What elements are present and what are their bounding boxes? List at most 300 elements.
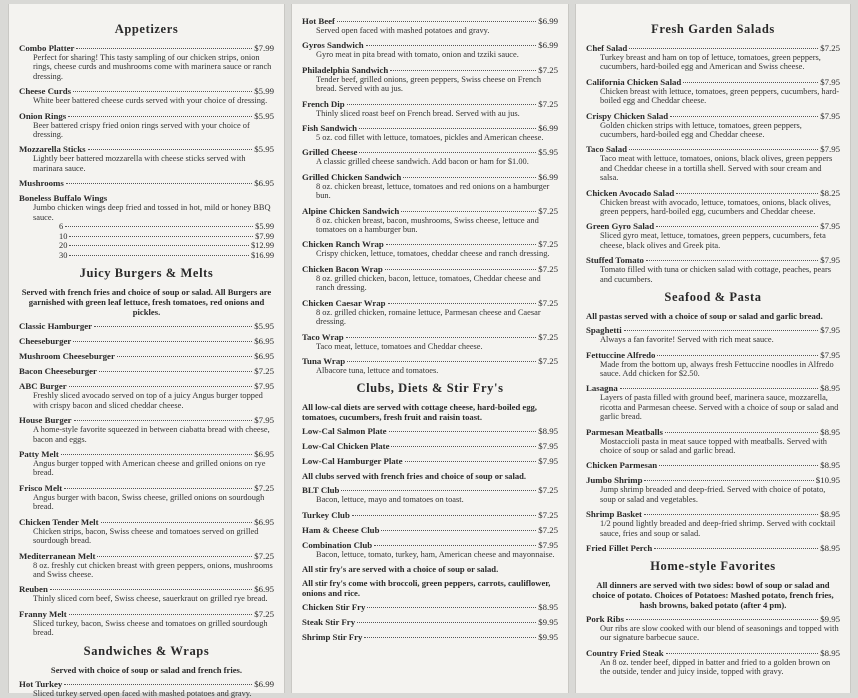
item-name: Taco Salad <box>586 144 627 155</box>
dot-leader <box>97 556 252 557</box>
menu-item-row <box>19 43 274 53</box>
dot-leader <box>624 330 819 331</box>
dot-leader <box>381 530 536 531</box>
dot-leader <box>69 255 249 256</box>
item-name: Mushroom Cheeseburger <box>19 351 115 362</box>
menu-item-row <box>302 441 558 451</box>
item-price: $5.95 <box>254 144 274 155</box>
menu-item <box>586 350 840 379</box>
wing-sizes <box>19 222 274 260</box>
section-note: Served with french fries and choice of soup or salad. All Burgers are garnished with green leaf lettuce, fresh tomatoes, red onions and pickles. <box>21 287 272 318</box>
section-title: Juicy Burgers & Melts <box>79 266 214 281</box>
menu-item <box>586 543 840 553</box>
item-price: $7.25 <box>538 509 558 520</box>
menu-item <box>586 221 840 250</box>
menu-item <box>302 65 558 94</box>
dot-leader <box>61 454 252 455</box>
item-name: Bacon Cheeseburger <box>19 366 97 377</box>
item-price: $8.25 <box>820 187 840 198</box>
menu-item <box>19 321 274 331</box>
menu-item-row <box>19 178 274 188</box>
item-name: Chicken Ranch Wrap <box>302 239 384 250</box>
dot-leader <box>665 432 818 433</box>
item-description: Chicken breast with lettuce, tomatoes, green peppers, cucumbers, hard-boiled egg and Cheddar cheese. <box>600 86 840 106</box>
item-name: Combination Club <box>302 539 373 550</box>
item-price: $7.25 <box>538 64 558 75</box>
dot-leader <box>390 70 536 71</box>
menu-item-row <box>586 475 840 485</box>
dot-leader <box>69 245 249 246</box>
item-description: Mostaccioli pasta in meat sauce topped with meatballs. Served with choice of soup or salad and garlic bread. <box>600 436 827 455</box>
menu-item <box>302 147 558 166</box>
item-description: Always a fan favorite! Served with rich meat sauce. <box>600 335 774 345</box>
menu-item-row <box>586 221 840 231</box>
item-description: Jumbo chicken wings deep fried and tossed in hot, mild or honey BBQ sauce. <box>33 203 271 222</box>
item-description: Bacon, lettuce, mayo and tomatoes on toast. <box>316 495 464 505</box>
item-description: Turkey breast and ham on top of lettuce, tomatoes, green peppers, cucumbers, hard-boiled egg and American and Swiss cheese. <box>600 53 821 72</box>
dot-leader <box>101 522 253 523</box>
item-description: 8 oz. freshly cut chicken breast with green peppers, onions, mushrooms and Swiss cheese. <box>33 560 273 579</box>
item-name: BLT Club <box>302 485 340 496</box>
section-title: Seafood & Pasta <box>664 290 762 305</box>
item-price: $7.25 <box>254 608 274 619</box>
item-name: Tuna Wrap <box>302 355 346 366</box>
item-description: Our ribs are slow cooked with our blend of seasonings and topped with our signature barbecue sauce. <box>600 623 839 643</box>
menu-item <box>586 43 840 72</box>
menu-item-row <box>586 460 840 470</box>
item-price: $7.25 <box>538 98 558 109</box>
item-price: $6.95 <box>254 336 274 347</box>
item-price: $7.25 <box>538 239 558 250</box>
menu-item <box>586 144 840 182</box>
item-name: Shrimp Stir Fry <box>302 632 363 643</box>
item-description: 8 oz. chicken breast, bacon, mushrooms, Swiss cheese, lettuce and tomatoes on a hamburger bun. <box>316 215 539 235</box>
item-name: Turkey Club <box>302 509 350 520</box>
menu-item <box>586 648 840 677</box>
item-price: $8.95 <box>820 647 840 658</box>
dot-leader <box>73 91 252 92</box>
item-name: Chicken Stir Fry <box>302 602 366 613</box>
item-name: Chef Salad <box>586 43 628 53</box>
menu-item <box>19 584 274 603</box>
item-description: Angus burger topped with American cheese and grilled onions on rye bread. <box>33 459 266 478</box>
item-name: Cheeseburger <box>19 336 72 347</box>
item-price: $9.95 <box>538 632 558 643</box>
menu-item-row <box>586 111 840 121</box>
item-name: Mozzarella Sticks <box>19 144 86 155</box>
section-title: Fresh Garden Salads <box>651 22 775 36</box>
menu-item-row <box>586 648 840 658</box>
menu-item-row <box>586 325 840 335</box>
menu-item-row <box>586 614 840 624</box>
item-description: 8 oz. grilled chicken, bacon, lettuce, tomatoes, Cheddar cheese and ranch dressing. <box>316 273 541 293</box>
menu-item <box>586 427 840 456</box>
section-note: All pastas served with a choice of soup or salad and garlic bread. <box>586 311 823 322</box>
dot-leader <box>337 21 536 22</box>
dot-leader <box>352 515 536 516</box>
item-name: Mediterranean Melt <box>19 550 96 561</box>
item-description: 8 oz. grilled chicken, romaine lettuce, Parmesan cheese and Caesar dressing. <box>316 307 541 327</box>
item-price: $7.95 <box>538 539 558 550</box>
wing-size-row <box>59 251 274 261</box>
item-price: $7.95 <box>254 415 274 426</box>
menu-item-row <box>19 517 274 527</box>
item-description: Crispy chicken, lettuce, tomatoes, cheddar cheese and ranch dressing. <box>316 249 550 259</box>
item-price: $7.25 <box>538 524 558 535</box>
item-name: Chicken Caesar Wrap <box>302 297 386 308</box>
item-price: $7.95 <box>820 349 840 360</box>
menu-item <box>302 264 558 293</box>
dot-leader <box>347 361 536 362</box>
item-price: $7.95 <box>820 144 840 155</box>
wing-size-row <box>59 232 274 242</box>
item-price: $6.95 <box>254 351 274 362</box>
item-description: Taco meat, lettuce, tomatoes and Cheddar cheese. <box>316 341 483 351</box>
item-price: $6.99 <box>538 123 558 134</box>
item-price: $8.95 <box>538 602 558 613</box>
item-name: Philadelphia Sandwich <box>302 64 389 75</box>
item-description: 8 oz. chicken breast, lettuce, tomatoes and red onions on a hamburger bun. <box>316 181 550 201</box>
section-note: All stir fry's come with broccoli, green peppers, carrots, cauliflower, onions and rice. <box>302 578 551 599</box>
item-name: Frisco Melt <box>19 482 63 493</box>
menu-item <box>19 144 274 173</box>
item-name: Reuben <box>19 584 48 595</box>
menu-item <box>302 525 558 535</box>
wing-price: $7.99 <box>255 231 274 241</box>
wing-price: $16.99 <box>250 250 274 260</box>
dot-leader <box>88 149 253 150</box>
item-price: $7.25 <box>538 263 558 274</box>
menu-item-row <box>302 239 558 249</box>
menu-item <box>302 632 558 642</box>
menu-item-row <box>19 449 274 459</box>
dot-leader <box>683 82 818 83</box>
item-name: Boneless Buffalo Wings <box>19 193 108 204</box>
menu-item <box>302 332 558 351</box>
item-name: Combo Platter <box>19 43 75 53</box>
dot-leader <box>68 116 252 117</box>
item-name: Shrimp Basket <box>586 509 642 520</box>
item-description: Taco meat with lettuce, tomatoes, onions, black olives, green peppers and Cheddar cheese in a tortilla shell. Served with sour cream and salsa. <box>600 154 833 183</box>
item-price: $6.95 <box>254 516 274 527</box>
menu-item <box>19 193 274 260</box>
item-name: Steak Stir Fry <box>302 617 356 628</box>
item-name: Hot Beef <box>302 16 335 26</box>
item-description: Chicken strips, bacon, Swiss cheese and tomatoes served on grilled sourdough bread. <box>33 526 259 546</box>
section-note: All dinners are served with two sides: bowl of soup or salad and choice of potato. Choices of Potatoes: Mashed potato, french fries, hash browns, baked potato (after 4 pm). <box>592 579 834 610</box>
menu-item-row <box>19 336 274 346</box>
item-name: Low-Cal Salmon Plate <box>302 426 387 437</box>
menu-item-row <box>302 65 558 75</box>
menu-item-row <box>302 485 558 495</box>
item-name: Stuffed Tomato <box>586 255 644 266</box>
item-name: Onion Rings <box>19 110 67 121</box>
menu-item-row <box>19 144 274 154</box>
menu-item <box>19 43 274 81</box>
menu-item-row <box>19 321 274 331</box>
dot-leader <box>366 45 537 46</box>
item-price: $9.95 <box>820 613 840 624</box>
item-description: Albacore tuna, lettuce and tomatoes. <box>316 365 439 375</box>
wing-qty: 20 <box>59 241 68 251</box>
menu-item <box>302 510 558 520</box>
menu-item-row <box>586 144 840 154</box>
dot-leader <box>359 152 536 153</box>
menu-item-row <box>302 456 558 466</box>
dot-leader <box>347 104 537 105</box>
menu-item-row <box>19 111 274 121</box>
menu-item-row <box>19 86 274 96</box>
menu-item-row <box>19 415 274 425</box>
menu-item-row <box>586 383 840 393</box>
section-note: Served with choice of soup or salad and french fries. <box>50 664 243 675</box>
menu-panel-right <box>575 4 851 693</box>
item-price: $6.99 <box>538 16 558 26</box>
item-description: Tender beef, grilled onions, green peppers, Swiss cheese on French bread. Served with au jus. <box>316 74 542 94</box>
menu-item-row <box>586 543 840 553</box>
item-name: Patty Melt <box>19 449 59 460</box>
item-name: Low-Cal Chicken Plate <box>302 441 390 452</box>
item-price: $8.95 <box>820 426 840 437</box>
menu-item <box>19 449 274 478</box>
wing-qty: 30 <box>59 250 68 260</box>
item-name: Green Gyro Salad <box>586 221 655 232</box>
item-price: $7.95 <box>820 325 840 336</box>
item-price: $7.25 <box>538 355 558 366</box>
item-price: $7.25 <box>538 331 558 342</box>
menu-item <box>19 483 274 512</box>
item-name: Jumbo Shrimp <box>586 475 643 486</box>
menu-item <box>302 206 558 235</box>
dot-leader <box>346 337 537 338</box>
menu-item-row <box>19 584 274 594</box>
item-name: Mushrooms <box>19 178 64 189</box>
item-description: Bacon, lettuce, tomato, turkey, ham, American cheese and mayonnaise. <box>316 549 555 559</box>
item-description: Jump shrimp breaded and deep-fried. Served with choice of potato, soup or salad and vegetables. <box>600 485 826 504</box>
item-price: $10.95 <box>815 475 840 486</box>
menu-item <box>586 475 840 504</box>
item-name: Parmesan Meatballs <box>586 426 663 437</box>
item-name: Gyros Sandwich <box>302 40 364 51</box>
menu-item <box>19 551 274 580</box>
dot-leader <box>73 341 252 342</box>
item-name: French Dip <box>302 98 345 109</box>
item-price: $5.95 <box>254 110 274 121</box>
menu-item <box>302 485 558 504</box>
menu-item-row <box>302 147 558 157</box>
menu-item <box>19 111 274 140</box>
menu-item-row <box>586 77 840 87</box>
item-name: Chicken Avocado Salad <box>586 187 675 198</box>
item-name: Fettuccine Alfredo <box>586 349 656 360</box>
menu-item <box>19 351 274 361</box>
menu-item <box>19 609 274 638</box>
dot-leader <box>374 545 536 546</box>
dot-leader <box>66 183 252 184</box>
item-price: $7.95 <box>254 381 274 392</box>
dot-leader <box>654 548 818 549</box>
dot-leader <box>94 326 252 327</box>
dot-leader <box>74 420 253 421</box>
dot-leader <box>64 488 252 489</box>
dot-leader <box>367 607 536 608</box>
dot-leader <box>646 260 818 261</box>
item-price: $6.99 <box>254 678 274 689</box>
item-price: $5.95 <box>254 321 274 332</box>
dot-leader <box>341 490 536 491</box>
item-price: $8.95 <box>820 509 840 520</box>
menu-item-row <box>19 366 274 376</box>
item-name: ABC Burger <box>19 381 67 392</box>
item-description: Golden chicken strips with lettuce, tomatoes, green peppers, cucumbers, hard-boiled egg and Cheddar cheese. <box>600 120 802 140</box>
menu-item <box>302 602 558 612</box>
menu-item <box>19 86 274 105</box>
menu-item-row <box>302 264 558 274</box>
menu-item-row <box>19 679 274 689</box>
section-title: Clubs, Diets & Stir Fry's <box>356 381 504 396</box>
item-price: $6.99 <box>538 40 558 51</box>
item-name: Ham & Cheese Club <box>302 524 380 535</box>
item-description: A home-style favorite squeezed in between ciabatta bread with cheese, bacon and eggs. <box>33 425 270 444</box>
item-description: Gyro meat in pita bread with tomato, onion and tzziki sauce. <box>316 50 519 60</box>
menu-item-row <box>586 350 840 360</box>
dot-leader <box>629 48 818 49</box>
item-description: Layers of pasta filled with ground beef, marinera sauce, mozzarella, ricotta and Parmesan cheese. Served with a choice of soup or salad and garlic bread. <box>600 393 839 422</box>
item-description: Made from the bottom up, always fresh Fettuccine noodles in Alfredo sauce. Add chicken for $2.50. <box>600 359 834 378</box>
menu-item-row <box>302 540 558 550</box>
item-name: Lasagna <box>586 383 618 394</box>
menu-item-row <box>302 617 558 627</box>
item-name: Spaghetti <box>586 325 622 336</box>
dot-leader <box>403 177 536 178</box>
dot-leader <box>117 356 252 357</box>
item-price: $7.95 <box>538 441 558 452</box>
dot-leader <box>620 388 818 389</box>
menu-item-row <box>19 551 274 561</box>
item-price: $6.95 <box>254 449 274 460</box>
item-description: Perfect for sharing! This tasty sampling of our chicken strips, onion rings, cheese curds and mushrooms come with marinera sauce or ranch dressing. <box>33 53 272 81</box>
dot-leader <box>401 211 536 212</box>
item-price: $8.95 <box>820 542 840 553</box>
dot-leader <box>644 514 818 515</box>
item-price: $7.25 <box>538 485 558 496</box>
menu-item-row <box>19 609 274 619</box>
item-description: Freshly sliced avocado served on top of a juicy Angus burger topped with crispy bacon and sliced cheddar cheese. <box>33 391 263 410</box>
dot-leader <box>69 236 253 237</box>
dot-leader <box>359 128 536 129</box>
item-description: Sliced turkey, bacon, Swiss cheese and tomatoes on grilled sourdough bread. <box>33 618 268 638</box>
menu-item-row <box>19 483 274 493</box>
item-price: $7.25 <box>254 550 274 561</box>
menu-item <box>586 325 840 344</box>
menu-item <box>302 16 558 35</box>
menu-item-row <box>19 351 274 361</box>
item-name: Hot Turkey <box>19 678 63 689</box>
section-note: All stir fry's are served with a choice of soup or salad. <box>302 564 499 575</box>
menu-item-row <box>302 298 558 308</box>
item-name: Chicken Parmesan <box>586 460 658 471</box>
menu-item-row <box>302 123 558 133</box>
item-price: $7.25 <box>538 205 558 216</box>
dot-leader <box>69 614 253 615</box>
dot-leader <box>388 303 537 304</box>
menu-item <box>19 517 274 546</box>
item-name: Chicken Bacon Wrap <box>302 263 383 274</box>
dot-leader <box>670 116 818 117</box>
menu-item-row <box>302 632 558 642</box>
menu-item-row <box>586 43 840 53</box>
dot-leader <box>391 446 536 447</box>
item-description: White beer battered cheese curds served with your choice of dressing. <box>33 96 268 106</box>
dot-leader <box>644 480 813 481</box>
item-price: $7.25 <box>254 366 274 377</box>
menu-item-row <box>302 99 558 109</box>
item-name: Taco Wrap <box>302 331 344 342</box>
menu-item <box>586 460 840 470</box>
dot-leader <box>385 269 536 270</box>
item-description: 1/2 pound lightly breaded and deep-fried shrimp. Served with cocktail sauce, fries and soup or salad. <box>600 519 836 538</box>
wing-price: $5.99 <box>255 222 274 232</box>
menu-item-row <box>586 188 840 198</box>
menu-item-row <box>586 255 840 265</box>
dot-leader <box>76 48 252 49</box>
item-name: Franny Melt <box>19 608 67 619</box>
item-description: Sliced turkey served open faced with mashed potatoes and gravy. <box>33 688 252 698</box>
item-name: Crispy Chicken Salad <box>586 110 669 121</box>
item-price: $7.25 <box>254 482 274 493</box>
menu-panel-middle <box>291 4 569 693</box>
item-price: $7.99 <box>254 43 274 53</box>
item-name: Grilled Cheese <box>302 147 358 158</box>
menu-item-row <box>302 525 558 535</box>
section-note: All clubs served with french fries and choice of soup or salad. <box>302 471 527 482</box>
dot-leader <box>405 461 537 462</box>
item-description: Angus burger with bacon, Swiss cheese, grilled onions on sourdough bread. <box>33 492 265 512</box>
wing-qty: 6 <box>59 222 64 232</box>
dot-leader <box>676 193 818 194</box>
item-price: $7.95 <box>820 221 840 232</box>
item-name: Alpine Chicken Sandwich <box>302 205 400 216</box>
section-title: Sandwiches & Wraps <box>83 643 210 658</box>
menu-item-row <box>586 427 840 437</box>
item-description: Chicken breast with avocado, lettuce, tomatoes, onions, black olives, green peppers, hard-boiled egg, cucumbers and Cheddar cheese. <box>600 197 831 217</box>
item-price: $9.95 <box>538 617 558 628</box>
menu-item-row <box>19 381 274 391</box>
item-name: Fish Sandwich <box>302 123 358 134</box>
item-price: $7.95 <box>820 76 840 87</box>
item-description: Thinly sliced roast beef on French bread. Served with au jus. <box>316 108 520 118</box>
item-price: $5.99 <box>254 86 274 97</box>
dot-leader <box>99 371 252 372</box>
dot-leader <box>656 226 818 227</box>
item-price: $7.95 <box>820 110 840 121</box>
dot-leader <box>386 244 536 245</box>
menu-item <box>302 426 558 436</box>
item-name: Fried Fillet Perch <box>586 542 653 553</box>
item-description: Tomato filled with tuna or chicken salad with cottage, peaches, pears and cucumbers. <box>600 265 832 284</box>
item-price: $8.95 <box>820 383 840 394</box>
item-name: Pork Ribs <box>586 613 624 624</box>
menu-item <box>19 381 274 410</box>
item-description: Sliced gyro meat, lettuce, tomatoes, green peppers, cucumbers, feta cheese, black olives and Greek pita. <box>600 231 826 250</box>
menu-item <box>302 172 558 201</box>
menu-item <box>302 99 558 118</box>
menu-item <box>19 336 274 346</box>
section-note: All low-cal diets are served with cottage cheese, hard-boiled egg, tomatoes, cucumbers, fresh fruit and raisin toast. <box>302 402 537 423</box>
menu-item <box>586 111 840 140</box>
wing-price: $12.99 <box>250 241 274 251</box>
item-price: $6.95 <box>254 584 274 595</box>
